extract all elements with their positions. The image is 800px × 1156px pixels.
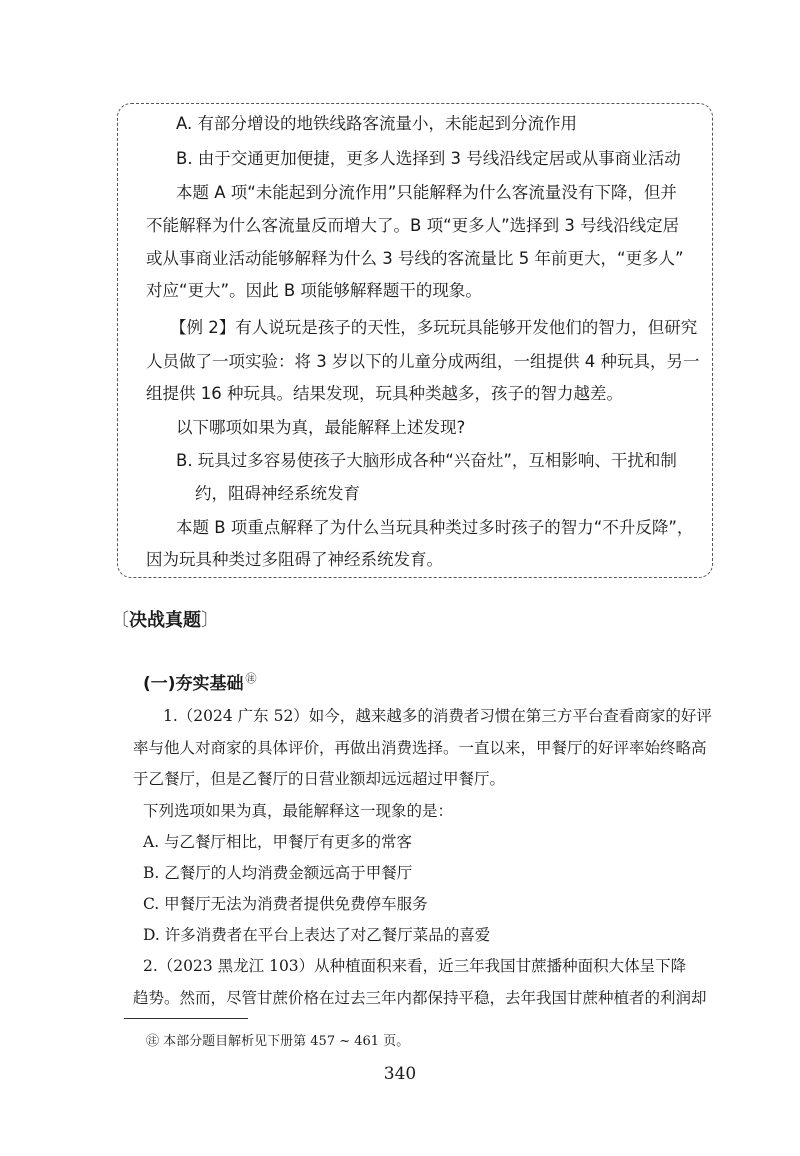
explanation-line: 不能解释为什么客流量反而增大了。B 项“更多人”选择到 3 号线沿线定居 [146, 216, 680, 235]
question-1-option-c: C. 甲餐厅无法为消费者提供免费停车服务 [143, 895, 428, 913]
option-a-line: A. 有部分增设的地铁线路客流量小，未能起到分流作用 [176, 114, 577, 133]
option-b-line: B. 由于交通更加便捷，更多人选择到 3 号线沿线定居或从事商业活动 [176, 149, 681, 168]
example-box [117, 103, 713, 578]
option-b-line: 约，阻碍神经系统发育 [195, 484, 360, 503]
footnote-text: 本部分题目解析见下册第 457 ~ 461 页。 [163, 1034, 410, 1049]
question-prompt-line: 以下哪项如果为真，最能解释上述发现? [176, 418, 466, 437]
subsection-heading [143, 669, 257, 694]
question-1-option-a: A. 与乙餐厅相比，甲餐厅有更多的常客 [143, 833, 413, 851]
question-1-prompt: 下列选项如果为真，最能解释这一现象的是： [143, 802, 454, 820]
example-2-line: 【例 2】有人说玩是孩子的天性，多玩玩具能够开发他们的智力，但研究 [170, 318, 698, 337]
note-marker-icon: ㊟ [245, 672, 257, 686]
question-2-line: 趋势。然而，尽管甘蔗价格在过去三年内都保持平稳，去年我国甘蔗种植者的利润却 [133, 989, 707, 1007]
explanation-line: 本题 B 项重点解释了为什么当玩具种类过多时孩子的智力“不升反降”， [176, 518, 694, 537]
question-1-line: 于乙餐厅，但是乙餐厅的日营业额却远远超过甲餐厅。 [133, 770, 506, 788]
example-2-line: 组提供 16 种玩具。结果发现，玩具种类越多，孩子的智力越差。 [146, 384, 623, 403]
question-1-option-d: D. 许多消费者在平台上表达了对乙餐厅菜品的喜爱 [143, 926, 491, 944]
option-b-line: B. 玩具过多容易使孩子大脑形成各种“兴奋灶”，互相影响、干扰和制 [176, 451, 677, 470]
example-2-line: 人员做了一项实验：将 3 岁以下的儿童分成两组，一组提供 4 种玩具，另一 [146, 352, 700, 371]
footnote [146, 1030, 409, 1049]
question-1-line: 率与他人对商家的具体评价，再做出消费选择。一直以来，甲餐厅的好评率始终略高 [133, 739, 707, 757]
explanation-line: 或从事商业活动能够解释为什么 3 号线的客流量比 5 年前更大，“更多人” [146, 249, 684, 268]
page-number: 340 [383, 1064, 417, 1084]
question-1-option-b: B. 乙餐厅的人均消费金额远高于甲餐厅 [143, 864, 413, 882]
question-2-line: 2.（2023 黑龙江 103）从种植面积来看，近三年我国甘蔗播种面积大体呈下降 [143, 957, 687, 975]
footnote-rule [124, 1018, 248, 1019]
subsection-text: (一)夯实基础 [143, 674, 244, 694]
heading-text: 决战真题 [129, 610, 201, 631]
explanation-line: 因为玩具种类过多阻碍了神经系统发育。 [146, 550, 443, 569]
heading-open-bracket: 〔 [111, 610, 129, 631]
heading-close-bracket: 〕 [201, 610, 219, 631]
explanation-line: 对应“更大”。因此 B 项能够解释题干的现象。 [146, 281, 482, 300]
explanation-line: 本题 A 项“未能起到分流作用”只能解释为什么客流量没有下降，但并 [176, 183, 677, 202]
question-1-line: 1.（2024 广东 52）如今，越来越多的消费者习惯在第三方平台查看商家的好评 [163, 707, 712, 725]
footnote-marker-icon: ㊟ [146, 1034, 160, 1049]
section-heading [111, 606, 219, 632]
